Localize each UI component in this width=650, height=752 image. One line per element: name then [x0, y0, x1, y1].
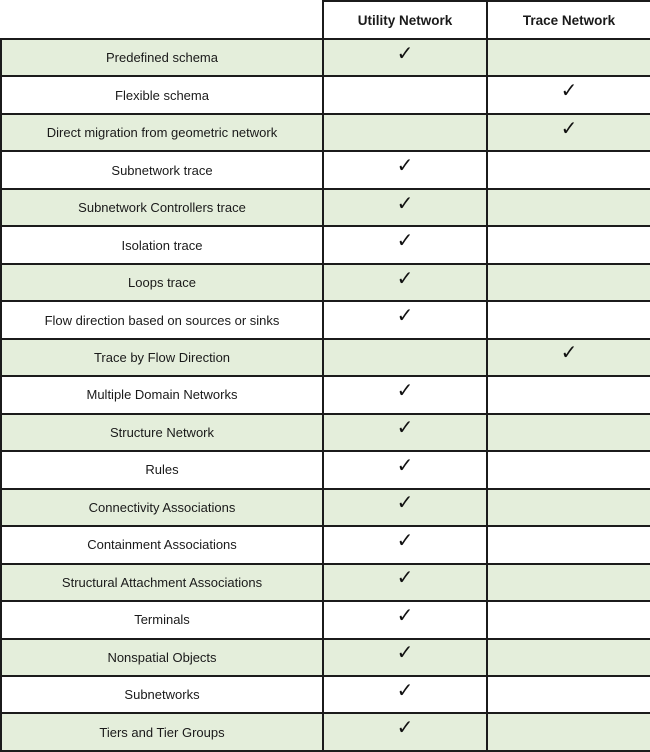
checkmark-icon: ✓: [396, 228, 414, 253]
feature-label: Flow direction based on sources or sinks: [1, 301, 323, 338]
checkmark-icon: ✓: [396, 452, 414, 477]
utility-network-cell: [323, 301, 487, 338]
utility-network-cell: [323, 713, 487, 751]
table-row: [1, 451, 650, 488]
utility-network-cell: [323, 114, 487, 151]
utility-network-cell: [323, 639, 487, 676]
feature-label: Subnetworks: [1, 676, 323, 713]
trace-network-cell: [487, 713, 650, 751]
checkmark-icon: ✓: [396, 677, 414, 702]
trace-network-cell: [487, 639, 650, 676]
table-row: [1, 189, 650, 226]
trace-network-cell: [487, 414, 650, 451]
utility-network-cell: [323, 39, 487, 76]
table-row: [1, 151, 650, 188]
header-blank-cell: [1, 1, 323, 39]
feature-label: Connectivity Associations: [1, 489, 323, 526]
checkmark-icon: ✓: [560, 78, 578, 103]
table-row: [1, 339, 650, 376]
feature-label: Predefined schema: [1, 39, 323, 76]
utility-network-cell: [323, 564, 487, 601]
feature-label: Rules: [1, 451, 323, 488]
table-row: [1, 713, 650, 751]
trace-network-cell: [487, 76, 650, 113]
utility-network-cell: [323, 676, 487, 713]
feature-label: Flexible schema: [1, 76, 323, 113]
trace-network-cell: [487, 189, 650, 226]
trace-network-cell: [487, 114, 650, 151]
checkmark-icon: ✓: [396, 640, 414, 665]
utility-network-cell: [323, 189, 487, 226]
checkmark-icon: ✓: [396, 377, 414, 402]
trace-network-cell: [487, 451, 650, 488]
table-row: [1, 76, 650, 113]
trace-network-cell: [487, 376, 650, 413]
feature-label: Tiers and Tier Groups: [1, 713, 323, 751]
checkmark-icon: ✓: [560, 340, 578, 365]
trace-network-cell: [487, 264, 650, 301]
table-row: [1, 226, 650, 263]
table-row: [1, 39, 650, 76]
checkmark-icon: ✓: [396, 715, 414, 740]
table-row: [1, 489, 650, 526]
trace-network-cell: [487, 39, 650, 76]
utility-network-cell: [323, 414, 487, 451]
trace-network-cell: [487, 489, 650, 526]
table-row: [1, 526, 650, 563]
feature-label: Containment Associations: [1, 526, 323, 563]
feature-label: Subnetwork Controllers trace: [1, 189, 323, 226]
checkmark-icon: ✓: [396, 602, 414, 627]
trace-network-cell: [487, 301, 650, 338]
utility-network-cell: [323, 451, 487, 488]
trace-network-cell: [487, 226, 650, 263]
table-row: [1, 301, 650, 338]
checkmark-icon: ✓: [396, 190, 414, 215]
feature-label: Trace by Flow Direction: [1, 339, 323, 376]
feature-label: Subnetwork trace: [1, 151, 323, 188]
checkmark-icon: ✓: [396, 565, 414, 590]
table-row: [1, 376, 650, 413]
table-body: [1, 39, 650, 751]
feature-label: Structure Network: [1, 414, 323, 451]
feature-label: Isolation trace: [1, 226, 323, 263]
utility-network-cell: [323, 151, 487, 188]
utility-network-cell: [323, 376, 487, 413]
trace-network-cell: [487, 601, 650, 638]
table-row: [1, 601, 650, 638]
utility-network-cell: [323, 76, 487, 113]
utility-network-cell: [323, 489, 487, 526]
header-utility-network: Utility Network: [323, 1, 487, 39]
utility-network-cell: [323, 226, 487, 263]
header-row: [1, 1, 650, 39]
trace-network-cell: [487, 151, 650, 188]
feature-label: Direct migration from geometric network: [1, 114, 323, 151]
feature-label: Loops trace: [1, 264, 323, 301]
utility-network-cell: [323, 339, 487, 376]
feature-label: Terminals: [1, 601, 323, 638]
checkmark-icon: ✓: [396, 265, 414, 290]
trace-network-cell: [487, 676, 650, 713]
checkmark-icon: ✓: [396, 153, 414, 178]
checkmark-icon: ✓: [560, 115, 578, 140]
feature-label: Structural Attachment Associations: [1, 564, 323, 601]
feature-label: Multiple Domain Networks: [1, 376, 323, 413]
utility-network-cell: [323, 264, 487, 301]
trace-network-cell: [487, 339, 650, 376]
table-row: [1, 414, 650, 451]
checkmark-icon: ✓: [396, 527, 414, 552]
checkmark-icon: ✓: [396, 415, 414, 440]
table-row: [1, 639, 650, 676]
checkmark-icon: ✓: [396, 490, 414, 515]
trace-network-cell: [487, 526, 650, 563]
header-trace-network: Trace Network: [487, 1, 650, 39]
table-row: [1, 564, 650, 601]
feature-label: Nonspatial Objects: [1, 639, 323, 676]
utility-network-cell: [323, 526, 487, 563]
checkmark-icon: ✓: [396, 303, 414, 328]
table-row: [1, 264, 650, 301]
trace-network-cell: [487, 564, 650, 601]
checkmark-icon: ✓: [396, 40, 414, 65]
table-row: [1, 114, 650, 151]
table-row: [1, 676, 650, 713]
utility-network-cell: [323, 601, 487, 638]
